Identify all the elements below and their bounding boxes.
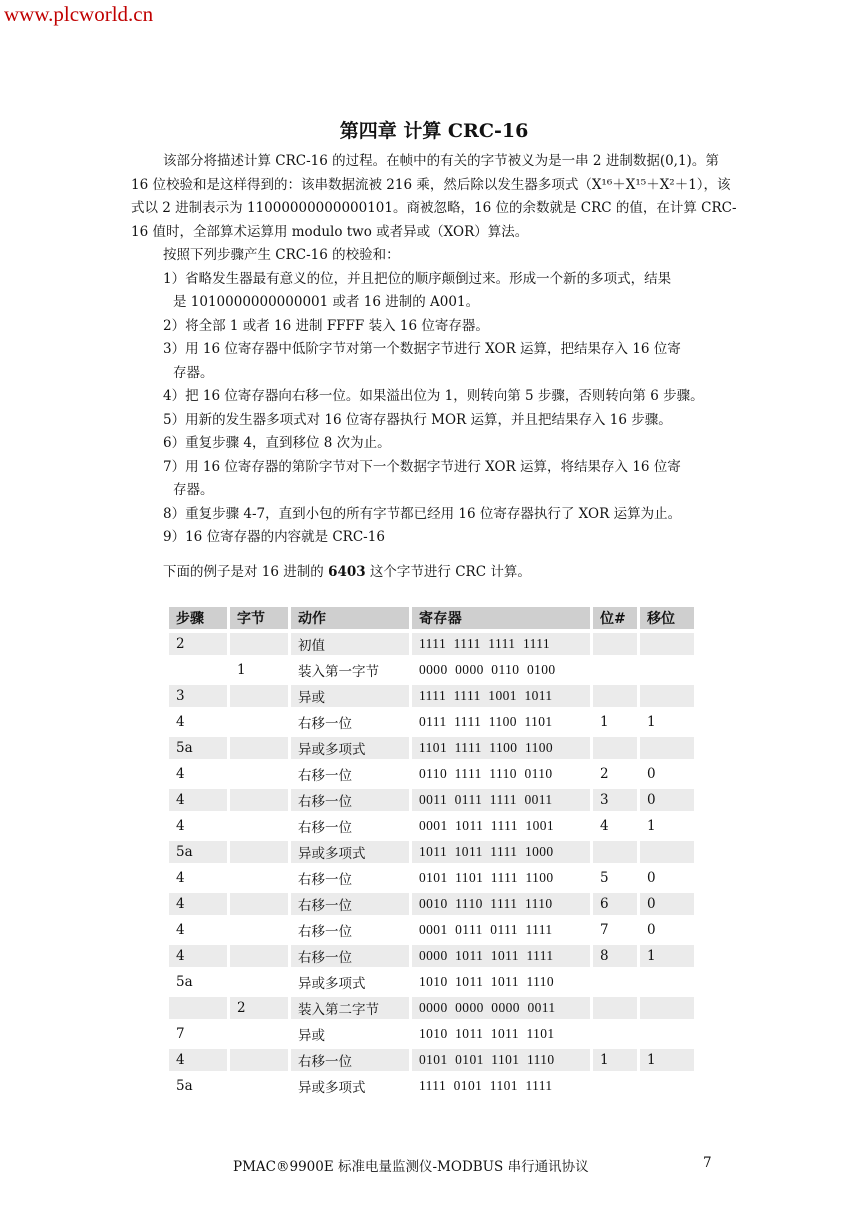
step-number: 7） [163,458,186,475]
table-row [169,763,694,785]
step-item [131,456,739,503]
cell-step: 4 [169,893,227,915]
cell-action: 右移一位 [291,815,409,837]
cell-step: 5a [169,841,227,863]
cell-shift [640,1023,694,1045]
cell-shift [640,997,694,1019]
cell-action: 异或多项式 [291,971,409,993]
footer-document-title: PMAC®9900E 标准电量监测仪-MODBUS 串行通讯协议 [233,1159,589,1175]
step-item [131,315,739,339]
cell-action: 异或 [291,685,409,707]
cell-step: 4 [169,815,227,837]
step-continuation: 存器。 [173,364,214,381]
cell-byte [230,841,288,863]
cell-register: 0000 0000 0110 0100 [412,659,590,681]
cell-shift: 1 [640,1049,694,1071]
cell-bit: 1 [593,1049,637,1071]
cell-shift: 0 [640,867,694,889]
crc-table [166,603,697,1101]
cell-register: 0101 0101 1101 1110 [412,1049,590,1071]
cell-action: 右移一位 [291,789,409,811]
cell-byte [230,815,288,837]
cell-action: 右移一位 [291,919,409,941]
cell-shift: 1 [640,815,694,837]
table-row [169,815,694,837]
cell-shift [640,685,694,707]
cell-action: 初值 [291,633,409,655]
cell-byte [230,737,288,759]
cell-register: 0101 1101 1111 1100 [412,867,590,889]
cell-step: 5a [169,737,227,759]
step-item [131,268,739,315]
cell-bit [593,1023,637,1045]
page-number: 7 [703,1155,712,1171]
body-text [131,150,739,550]
cell-shift: 1 [640,711,694,733]
header-byte: 字节 [230,607,288,629]
cell-bit [593,737,637,759]
steps-list [131,268,739,550]
cell-register: 1111 0101 1101 1111 [412,1075,590,1097]
step-text: 把 16 位寄存器向右移一位。如果溢出位为 1，则转向第 5 步骤，否则转向第 6 步骤。 [185,388,704,404]
cell-bit [593,841,637,863]
cell-bit [593,1075,637,1097]
step-number: 4） [163,388,186,404]
header-action: 动作 [291,607,409,629]
cell-shift [640,633,694,655]
cell-byte [230,711,288,733]
cell-step [169,659,227,681]
cell-register: 0110 1111 1110 0110 [412,763,590,785]
step-number: 5） [163,411,186,428]
step-text: 重复步骤 4-7，直到小包的所有字节都已经用 16 位寄存器执行了 XOR 运算为止。 [185,505,682,522]
table-row [169,1075,694,1097]
table-row [169,685,694,707]
cell-bit [593,659,637,681]
cell-step: 4 [169,789,227,811]
cell-byte: 1 [230,659,288,681]
step-text: 省略发生器最有意义的位，并且把位的顺序颠倒过来。形成一个新的多项式，结果 [185,270,672,287]
cell-byte [230,685,288,707]
step-number: 6） [163,435,186,451]
cell-step: 4 [169,945,227,967]
cell-step: 5a [169,971,227,993]
header-register: 寄存器 [412,607,590,629]
table-row [169,1023,694,1045]
step-item [131,432,739,456]
cell-bit: 3 [593,789,637,811]
cell-action: 异或多项式 [291,841,409,863]
chapter-title: 第四章 计算 CRC-16 [339,120,529,142]
cell-step: 4 [169,919,227,941]
table-row [169,945,694,967]
cell-step: 7 [169,1023,227,1045]
cell-byte [230,867,288,889]
cell-register: 0001 0111 0111 1111 [412,919,590,941]
step-text: 用 16 位寄存器的第阶字节对下一个数据字节进行 XOR 运算，将结果存入 16 位寄 [185,458,681,475]
cell-byte [230,633,288,655]
cell-byte [230,1049,288,1071]
cell-step: 4 [169,763,227,785]
step-number: 9） [163,529,186,545]
cell-register: 1111 1111 1111 1111 [412,633,590,655]
cell-byte [230,789,288,811]
step-text: 用新的发生器多项式对 16 位寄存器执行 MOR 运算，并且把结果存入 16 步骤。 [185,411,672,428]
cell-action: 右移一位 [291,893,409,915]
cell-register: 1111 1111 1001 1011 [412,685,590,707]
table-row [169,971,694,993]
cell-byte [230,1075,288,1097]
step-number: 8） [163,505,186,522]
cell-byte [230,1023,288,1045]
step-text: 重复步骤 4，直到移位 8 次为止。 [185,435,391,451]
step-item [131,409,739,433]
header-step: 步骤 [169,607,227,629]
cell-action: 异或多项式 [291,737,409,759]
cell-step: 2 [169,633,227,655]
steps-intro: 按照下列步骤产生 CRC-16 的校验和： [163,247,400,263]
table-row [169,659,694,681]
step-text: 用 16 位寄存器中低阶字节对第一个数据字节进行 XOR 运算，把结果存入 16 位寄 [185,341,681,357]
cell-shift [640,841,694,863]
cell-register: 1010 1011 1011 1101 [412,1023,590,1045]
cell-action: 右移一位 [291,945,409,967]
step-item [131,385,739,409]
table-row [169,789,694,811]
cell-step [169,997,227,1019]
cell-bit [593,997,637,1019]
cell-shift: 0 [640,763,694,785]
cell-shift: 0 [640,789,694,811]
cell-bit: 8 [593,945,637,967]
cell-bit: 7 [593,919,637,941]
cell-action: 右移一位 [291,763,409,785]
step-item [131,526,739,550]
step-continuation: 是 1010000000000001 或者 16 进制的 A001。 [173,294,480,310]
cell-byte [230,763,288,785]
cell-bit: 4 [593,815,637,837]
cell-bit: 2 [593,763,637,785]
cell-step: 4 [169,711,227,733]
cell-register: 0011 0111 1111 0011 [412,789,590,811]
cell-action: 右移一位 [291,1049,409,1071]
cell-shift [640,971,694,993]
cell-action: 异或 [291,1023,409,1045]
cell-bit [593,633,637,655]
example-hex-value: 6403 [328,564,366,580]
cell-shift: 0 [640,893,694,915]
cell-shift: 1 [640,945,694,967]
table-row [169,633,694,655]
cell-shift: 0 [640,919,694,941]
table-row [169,997,694,1019]
cell-action: 装入第一字节 [291,659,409,681]
cell-step: 5a [169,1075,227,1097]
step-item [131,503,739,527]
cell-bit: 6 [593,893,637,915]
example-intro-before: 下面的例子是对 16 进制的 [163,564,329,580]
cell-bit: 1 [593,711,637,733]
step-number: 1） [163,270,186,287]
table-row [169,841,694,863]
cell-step: 4 [169,1049,227,1071]
step-continuation: 存器。 [173,482,214,498]
cell-step: 4 [169,867,227,889]
table-row [169,919,694,941]
cell-byte [230,945,288,967]
table-row [169,867,694,889]
watermark-url[interactable]: www.plcworld.cn [4,2,154,26]
cell-bit [593,971,637,993]
step-text: 将全部 1 或者 16 进制 FFFF 装入 16 位寄存器。 [185,317,489,334]
table-row [169,711,694,733]
cell-byte: 2 [230,997,288,1019]
example-intro-after: 这个字节进行 CRC 计算。 [365,564,531,580]
cell-register: 0000 1011 1011 1111 [412,945,590,967]
cell-register: 0000 0000 0000 0011 [412,997,590,1019]
cell-register: 0001 1011 1111 1001 [412,815,590,837]
cell-byte [230,971,288,993]
cell-action: 异或多项式 [291,1075,409,1097]
table-header-row [169,607,694,629]
table-body [169,633,694,1097]
table-row [169,1049,694,1071]
intro-paragraph: 该部分将描述计算 CRC-16 的过程。在帧中的有关的字节被义为是一串 2 进制数据(0,1)。第 16 位校验和是这样得到的：该串数据流被 216 乘，然后除以发生器多项式（X¹⁶＋X¹⁵＋X²＋1），该式以 2 进制表示为 11000000000000101。商被忽略，16 位的余数就是 CRC 的值，在计算 CRC-16 值时，全部算术运算用 modulo two 或者异或（XOR）算法。 [131,153,737,240]
header-shift: 移位 [640,607,694,629]
cell-byte [230,893,288,915]
cell-action: 右移一位 [291,711,409,733]
header-bit: 位# [593,607,637,629]
step-text: 16 位寄存器的内容就是 CRC-16 [185,529,385,545]
table-row [169,893,694,915]
cell-register: 1010 1011 1011 1110 [412,971,590,993]
cell-bit: 5 [593,867,637,889]
cell-register: 0111 1111 1100 1101 [412,711,590,733]
cell-action: 装入第二字节 [291,997,409,1019]
example-intro [163,560,531,580]
cell-byte [230,919,288,941]
step-number: 2） [163,317,186,334]
step-number: 3） [163,341,186,357]
cell-register: 1011 1011 1111 1000 [412,841,590,863]
cell-bit [593,685,637,707]
cell-shift [640,659,694,681]
cell-shift [640,1075,694,1097]
cell-register: 1101 1111 1100 1100 [412,737,590,759]
cell-shift [640,737,694,759]
step-item [131,338,739,385]
cell-step: 3 [169,685,227,707]
cell-register: 0010 1110 1111 1110 [412,893,590,915]
cell-action: 右移一位 [291,867,409,889]
table-row [169,737,694,759]
